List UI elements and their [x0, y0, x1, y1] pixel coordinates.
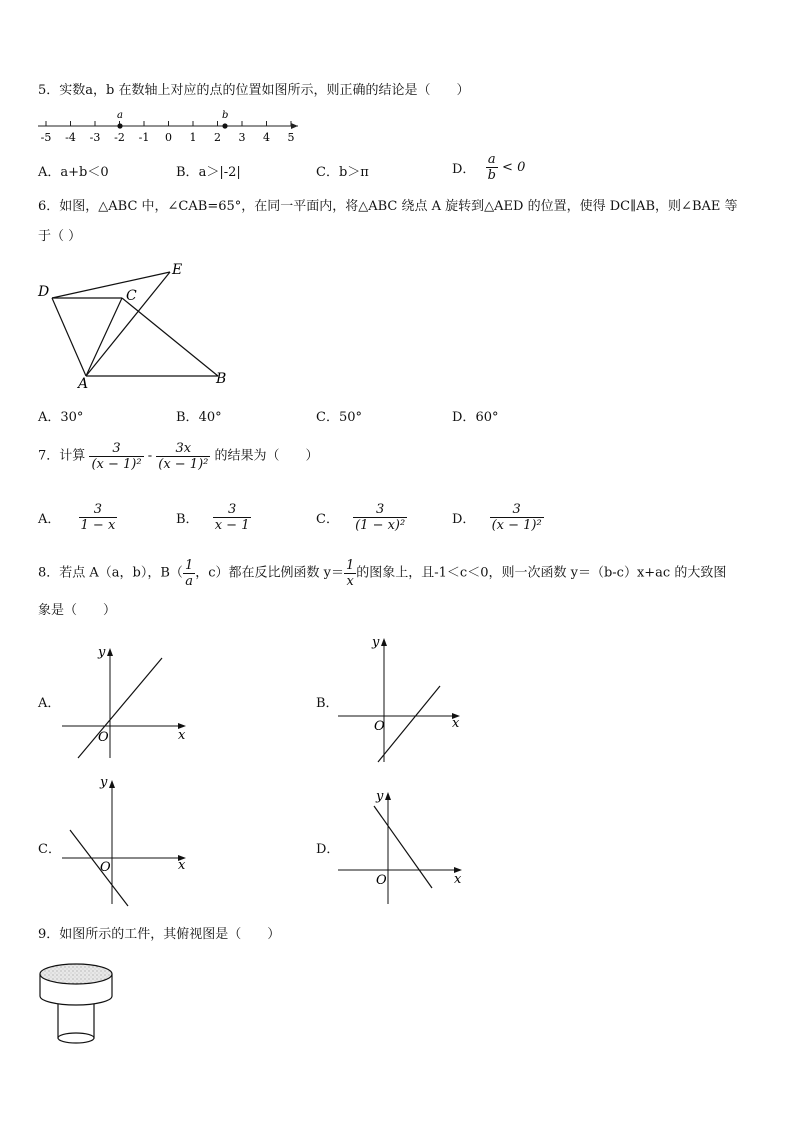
point-D-label: D: [38, 284, 50, 300]
svg-text:O: O: [374, 719, 385, 734]
q6-option-b[interactable]: B．40°: [176, 410, 222, 425]
svg-text:x: x: [178, 728, 186, 743]
point-E-label: E: [172, 262, 183, 278]
workpiece-figure: [36, 958, 118, 1046]
question-7-stem: 7．计算 $\frac{3}{\text{(x − 1)²}}$ - $\frac{3x}{\text{(x − 1)²}}$ 的结果为（ ）: [38, 441, 319, 472]
q8-option-a-label[interactable]: A．: [38, 696, 61, 711]
q7-fraction-2: $\frac{3x}{\text{(x − 1)²}}$: [158, 441, 209, 472]
point-a-marker: [117, 123, 122, 128]
q7-fraction-1: $\frac{3}{\text{(x − 1)²}}$: [91, 441, 142, 472]
point-b-label: b: [222, 110, 229, 121]
q7-option-b[interactable]: B． $\frac{3}{x - 1}$: [176, 502, 250, 533]
question-5-stem: 5．实数a，b 在数轴上对应的点的位置如图所示，则正确的结论是（ ）: [38, 83, 470, 98]
number-line-arrow: [291, 123, 298, 129]
q8-graph-c-line: [70, 830, 128, 906]
point-a-label: a: [117, 110, 123, 121]
number-line-figure: [36, 106, 300, 144]
q8-graph-b: [334, 632, 468, 766]
q8-fraction-1-over-a: $\frac{1}{a}$: [184, 558, 194, 589]
question-6-stem-line1: 6．如图，△ABC 中，∠CAB=65°，在同一平面内，将△ABC 绕点 A 旋转到△AED 的位置，使得 DC∥AB，则∠BAE 等: [38, 199, 738, 214]
svg-text:y: y: [372, 635, 380, 650]
q8-graph-b-line: [378, 686, 440, 762]
q8-graph-a: [58, 640, 194, 762]
q5-option-c[interactable]: C．b＞π: [316, 165, 369, 180]
tick-label: -5: [40, 131, 52, 144]
tick-label: 3: [238, 131, 246, 144]
q8-fraction-1-over-x: $\frac{1}{x}$: [345, 558, 355, 589]
q8-option-b-label[interactable]: B．: [316, 696, 339, 711]
q7-option-a[interactable]: A． $\frac{3}{1 - x}$: [38, 502, 116, 533]
point-B-label: B: [216, 371, 227, 387]
tick-label: 2: [214, 131, 221, 144]
svg-text:y: y: [98, 645, 106, 660]
q6-option-a[interactable]: A．30°: [38, 410, 84, 425]
point-A-label: A: [78, 376, 89, 392]
tick-label: 4: [263, 131, 270, 144]
q5-option-d[interactable]: D． $\frac{a}{b}$ < 0: [452, 152, 526, 183]
tick-label: 0: [165, 131, 172, 144]
svg-text:x: x: [178, 858, 186, 873]
svg-text:O: O: [98, 730, 109, 745]
triangle-rotation-figure: [30, 258, 240, 392]
point-b-marker: [222, 123, 227, 128]
q8-graph-a-line: [78, 658, 162, 758]
q5-option-b[interactable]: B．a＞|-2|: [176, 165, 241, 180]
tick-label: 1: [189, 131, 197, 144]
q7-option-d[interactable]: D． $\frac{3}{\text{(x − 1)²}}$: [452, 502, 542, 533]
q6-option-d[interactable]: D．60°: [452, 410, 499, 425]
tick-label: -1: [138, 131, 150, 144]
point-C-label: C: [126, 288, 137, 304]
q8-graph-c: [58, 774, 194, 908]
q5-option-a[interactable]: A．a+b＜0: [38, 165, 109, 180]
q5-option-d-fraction: $\frac{a}{b}$: [487, 152, 496, 183]
tick-label: -3: [89, 131, 101, 144]
svg-text:x: x: [452, 716, 460, 731]
q8-option-c-label[interactable]: C．: [38, 842, 61, 857]
question-9-stem: 9．如图所示的工件，其俯视图是（ ）: [38, 927, 281, 942]
tick-label: 5: [287, 131, 295, 144]
tick-label: -2: [114, 131, 125, 144]
svg-text:y: y: [100, 775, 108, 790]
svg-text:x: x: [454, 872, 462, 887]
svg-text:O: O: [376, 873, 387, 888]
q8-graph-d: [334, 784, 470, 908]
question-8-stem-line1: 8．若点 A（a，b），B（ $\frac{1}{a}$ ，c）都在反比例函数 y＝ $\frac{1}{x}$ 的图象上，且-1＜c＜0，则一次函数 y＝（b-c）x+ac 的大致图: [38, 558, 727, 589]
tick-label: -4: [65, 131, 76, 144]
svg-text:y: y: [376, 789, 384, 804]
q8-option-d-label[interactable]: D．: [316, 842, 340, 857]
svg-text:O: O: [100, 860, 111, 875]
number-line-ticks: [41, 121, 295, 144]
q7-option-c[interactable]: C． $\frac{3}{\text{(1 − x)²}}$: [316, 502, 406, 533]
question-6-stem-line2: 于（ ）: [38, 229, 82, 244]
question-8-stem-line2: 象是（ ）: [38, 603, 117, 618]
q6-option-c[interactable]: C．50°: [316, 410, 362, 425]
